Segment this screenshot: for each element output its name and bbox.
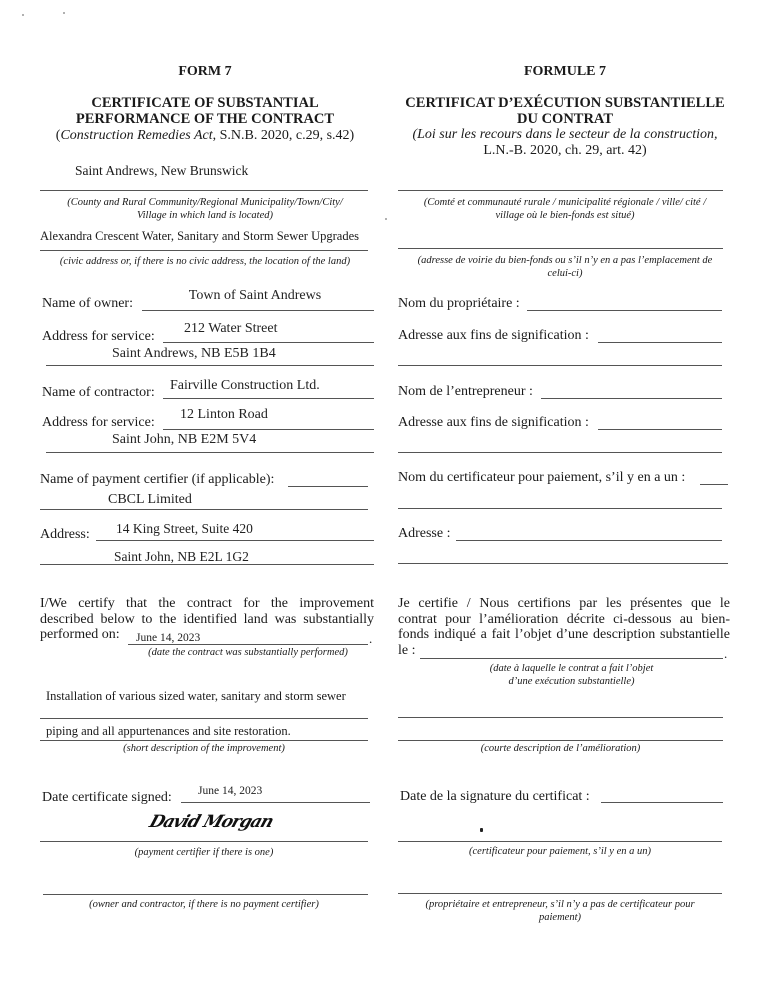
certifier-address-line1[interactable]: 14 King Street, Suite 420 xyxy=(116,521,253,536)
owner-address-label: Address for service: xyxy=(42,329,155,344)
certify-line2: described below to the identified land was substantially xyxy=(40,611,374,627)
civic-address-line xyxy=(40,250,368,251)
description-line1[interactable]: Installation of various sized water, sanitary and storm sewer xyxy=(46,689,346,703)
payment-certifier-caption: (payment certifier if there is one) xyxy=(134,847,274,858)
certifier-address-line1-rule xyxy=(96,540,374,541)
french-payment-certifier-signature-line[interactable] xyxy=(398,841,722,842)
french-certification-statement xyxy=(398,596,730,658)
certifier-label-rule xyxy=(288,486,368,487)
form-number: FORM 7 xyxy=(178,64,232,79)
french-description-line2[interactable] xyxy=(398,740,723,741)
municipality-line xyxy=(40,190,368,191)
contractor-address-line2-rule xyxy=(46,452,374,453)
formule-title xyxy=(390,95,740,127)
contractor-label: Name of contractor: xyxy=(42,385,155,400)
contractor-address-label: Address for service: xyxy=(42,415,155,430)
certification-statement xyxy=(40,596,374,643)
french-owner-address-line1[interactable] xyxy=(598,342,722,343)
scan-speck xyxy=(385,218,387,220)
french-certify-line1: Je certifie / Nous certifions par les présentes que le xyxy=(398,596,730,611)
french-certifier-address-label: Adresse : xyxy=(398,526,451,541)
certifier-value-rule xyxy=(40,509,368,510)
contractor-value[interactable]: Fairville Construction Ltd. xyxy=(170,378,320,393)
signed-date-label: Date certificate signed: xyxy=(42,790,172,805)
ink-dot xyxy=(480,828,483,832)
civic-address-caption: (civic address or, if there is no civic address, the location of the land) xyxy=(59,256,351,267)
signed-date-value[interactable]: June 14, 2023 xyxy=(198,785,263,797)
french-certify-line4: le : xyxy=(398,642,416,658)
french-statute-line1: (Loi sur les recours dans le secteur de la construction, xyxy=(412,127,718,142)
signed-date-line xyxy=(181,802,370,803)
certify-line1: I/We certify that the contract for the improvement xyxy=(40,596,374,611)
performed-date-value[interactable]: June 14, 2023 xyxy=(136,632,201,644)
french-signed-date-label: Date de la signature du certificat : xyxy=(400,789,590,804)
french-performed-date-caption-line1: (date à laquelle le contrat a fait l’objet xyxy=(489,663,654,674)
municipality-caption-line1: (County and Rural Community/Regional Municipality/Town/City/ xyxy=(67,197,343,208)
french-owner-label: Nom du propriétaire : xyxy=(398,296,520,311)
certifier-address-label: Address: xyxy=(40,527,90,542)
certifier-address-line2-rule xyxy=(40,564,374,565)
french-description-caption: (courte description de l’amélioration) xyxy=(480,743,641,754)
owner-contractor-signature-line[interactable] xyxy=(43,894,368,895)
french-certifier-address-line2[interactable] xyxy=(398,563,728,564)
scan-speck xyxy=(63,12,65,14)
owner-label: Name of owner: xyxy=(42,296,133,311)
municipality-value[interactable]: Saint Andrews, New Brunswick xyxy=(75,163,249,178)
french-contractor-label: Nom de l’entrepreneur : xyxy=(398,384,533,399)
french-municipality-caption xyxy=(390,196,740,222)
french-contractor-address-line1[interactable] xyxy=(598,429,722,430)
french-performed-date-period: . xyxy=(724,646,728,661)
french-performed-date-caption-line2: d’une exécution substantielle) xyxy=(508,676,635,687)
owner-contractor-caption: (owner and contractor, if there is no payment certifier) xyxy=(89,899,319,910)
french-contractor-line[interactable] xyxy=(541,398,722,399)
french-certifier-line[interactable] xyxy=(398,508,722,509)
description-caption: (short description of the improvement) xyxy=(123,743,285,754)
municipality-caption xyxy=(30,196,380,222)
owner-address-line1-rule xyxy=(163,342,374,343)
contractor-line xyxy=(163,398,374,399)
municipality-caption-line2: Village in which land is located) xyxy=(137,210,273,221)
civic-address-value[interactable]: Alexandra Crescent Water, Sanitary and Storm Sewer Upgrades xyxy=(40,229,359,243)
french-owner-address-line2[interactable] xyxy=(398,365,722,366)
french-description-line1[interactable] xyxy=(398,717,723,718)
formule-number: FORMULE 7 xyxy=(523,64,607,79)
formule-title-line2: DU CONTRAT xyxy=(517,111,613,127)
french-civic-address-caption xyxy=(390,254,740,280)
french-contractor-address-line2[interactable] xyxy=(398,452,722,453)
contractor-address-line1-rule xyxy=(163,429,374,430)
french-statute-reference xyxy=(390,127,740,159)
scan-speck xyxy=(22,14,24,16)
description-line2-rule xyxy=(40,740,368,741)
performed-date-period: . xyxy=(369,631,373,646)
certifier-value[interactable]: CBCL Limited xyxy=(108,492,192,507)
french-owner-line[interactable] xyxy=(527,310,722,311)
owner-address-line2[interactable]: Saint Andrews, NB E5B 1B4 xyxy=(112,346,276,361)
certify-line3: performed on: xyxy=(40,627,120,642)
contractor-address-line2[interactable]: Saint John, NB E2M 5V4 xyxy=(112,432,257,447)
payment-certifier-signature[interactable]: David Morgan xyxy=(146,812,276,832)
french-owner-contractor-caption-line1: (propriétaire et entrepreneur, s’il n’y a pas de certificateur pour xyxy=(425,899,695,910)
description-line2[interactable]: piping and all appurtenances and site restoration. xyxy=(46,724,291,738)
french-certify-line3: fonds indiqué a fait l’objet d’une description substantielle xyxy=(398,627,730,642)
french-statute-line2: L.N.-B. 2020, ch. 29, art. 42) xyxy=(483,143,647,158)
owner-value[interactable]: Town of Saint Andrews xyxy=(188,288,322,303)
performed-date-line xyxy=(128,644,368,645)
french-certifier-address-line1[interactable] xyxy=(456,540,722,541)
french-performed-date-caption xyxy=(420,662,723,688)
statute-act-name: Construction Remedies Act xyxy=(60,128,213,143)
statute-reference xyxy=(30,128,380,144)
french-owner-contractor-signature-line[interactable] xyxy=(398,893,722,894)
french-owner-contractor-caption-line2: paiement) xyxy=(539,912,581,923)
french-civic-address-caption-line1: (adresse de voirie du bien-fonds ou s’il n’y en a pas l’emplacement de xyxy=(417,255,713,266)
french-owner-address-label: Adresse aux fins de signification : xyxy=(398,328,589,343)
form-title-line1: CERTIFICATE OF SUBSTANTIAL xyxy=(91,95,319,111)
owner-address-line2-rule xyxy=(46,365,374,366)
form-title-line2: PERFORMANCE OF THE CONTRACT xyxy=(75,111,335,127)
performed-date-caption: (date the contract was substantially performed) xyxy=(148,647,348,658)
certifier-label: Name of payment certifier (if applicable): xyxy=(40,472,275,487)
french-certifier-label-rule[interactable] xyxy=(700,484,728,485)
french-performed-date-line[interactable] xyxy=(420,658,723,659)
payment-certifier-signature-line xyxy=(40,841,368,842)
contractor-address-line1[interactable]: 12 Linton Road xyxy=(180,407,268,422)
statute-open: ( xyxy=(55,128,61,143)
form-title xyxy=(30,95,380,127)
french-certifier-label: Nom du certificateur pour paiement, s’il y en a un : xyxy=(398,470,686,485)
french-contractor-address-label: Adresse aux fins de signification : xyxy=(398,415,589,430)
description-line1-rule xyxy=(40,718,368,719)
french-municipality-line[interactable] xyxy=(398,190,723,191)
french-municipality-caption-line1: (Comté et communauté rurale / municipalité régionale / ville/ cité / xyxy=(423,197,707,208)
statute-citation: , S.N.B. 2020, c.29, s.42) xyxy=(212,128,355,143)
french-civic-address-line[interactable] xyxy=(398,248,723,249)
french-owner-contractor-caption xyxy=(398,898,722,924)
owner-line xyxy=(142,310,374,311)
french-civic-address-caption-line2: celui-ci) xyxy=(547,268,583,279)
french-municipality-caption-line2: village où le bien-fonds est situé) xyxy=(495,210,635,221)
french-certify-line2: contrat pour l’amélioration décrite ci-dessous au bien- xyxy=(398,611,730,627)
owner-address-line1[interactable]: 212 Water Street xyxy=(184,321,278,336)
french-payment-certifier-caption: (certificateur pour paiement, s’il y en a un) xyxy=(469,846,651,857)
certifier-address-line2[interactable]: Saint John, NB E2L 1G2 xyxy=(114,549,249,564)
formule-title-line1: CERTIFICAT D’EXÉCUTION SUBSTANTIELLE xyxy=(405,95,725,111)
french-signed-date-line[interactable] xyxy=(601,802,723,803)
